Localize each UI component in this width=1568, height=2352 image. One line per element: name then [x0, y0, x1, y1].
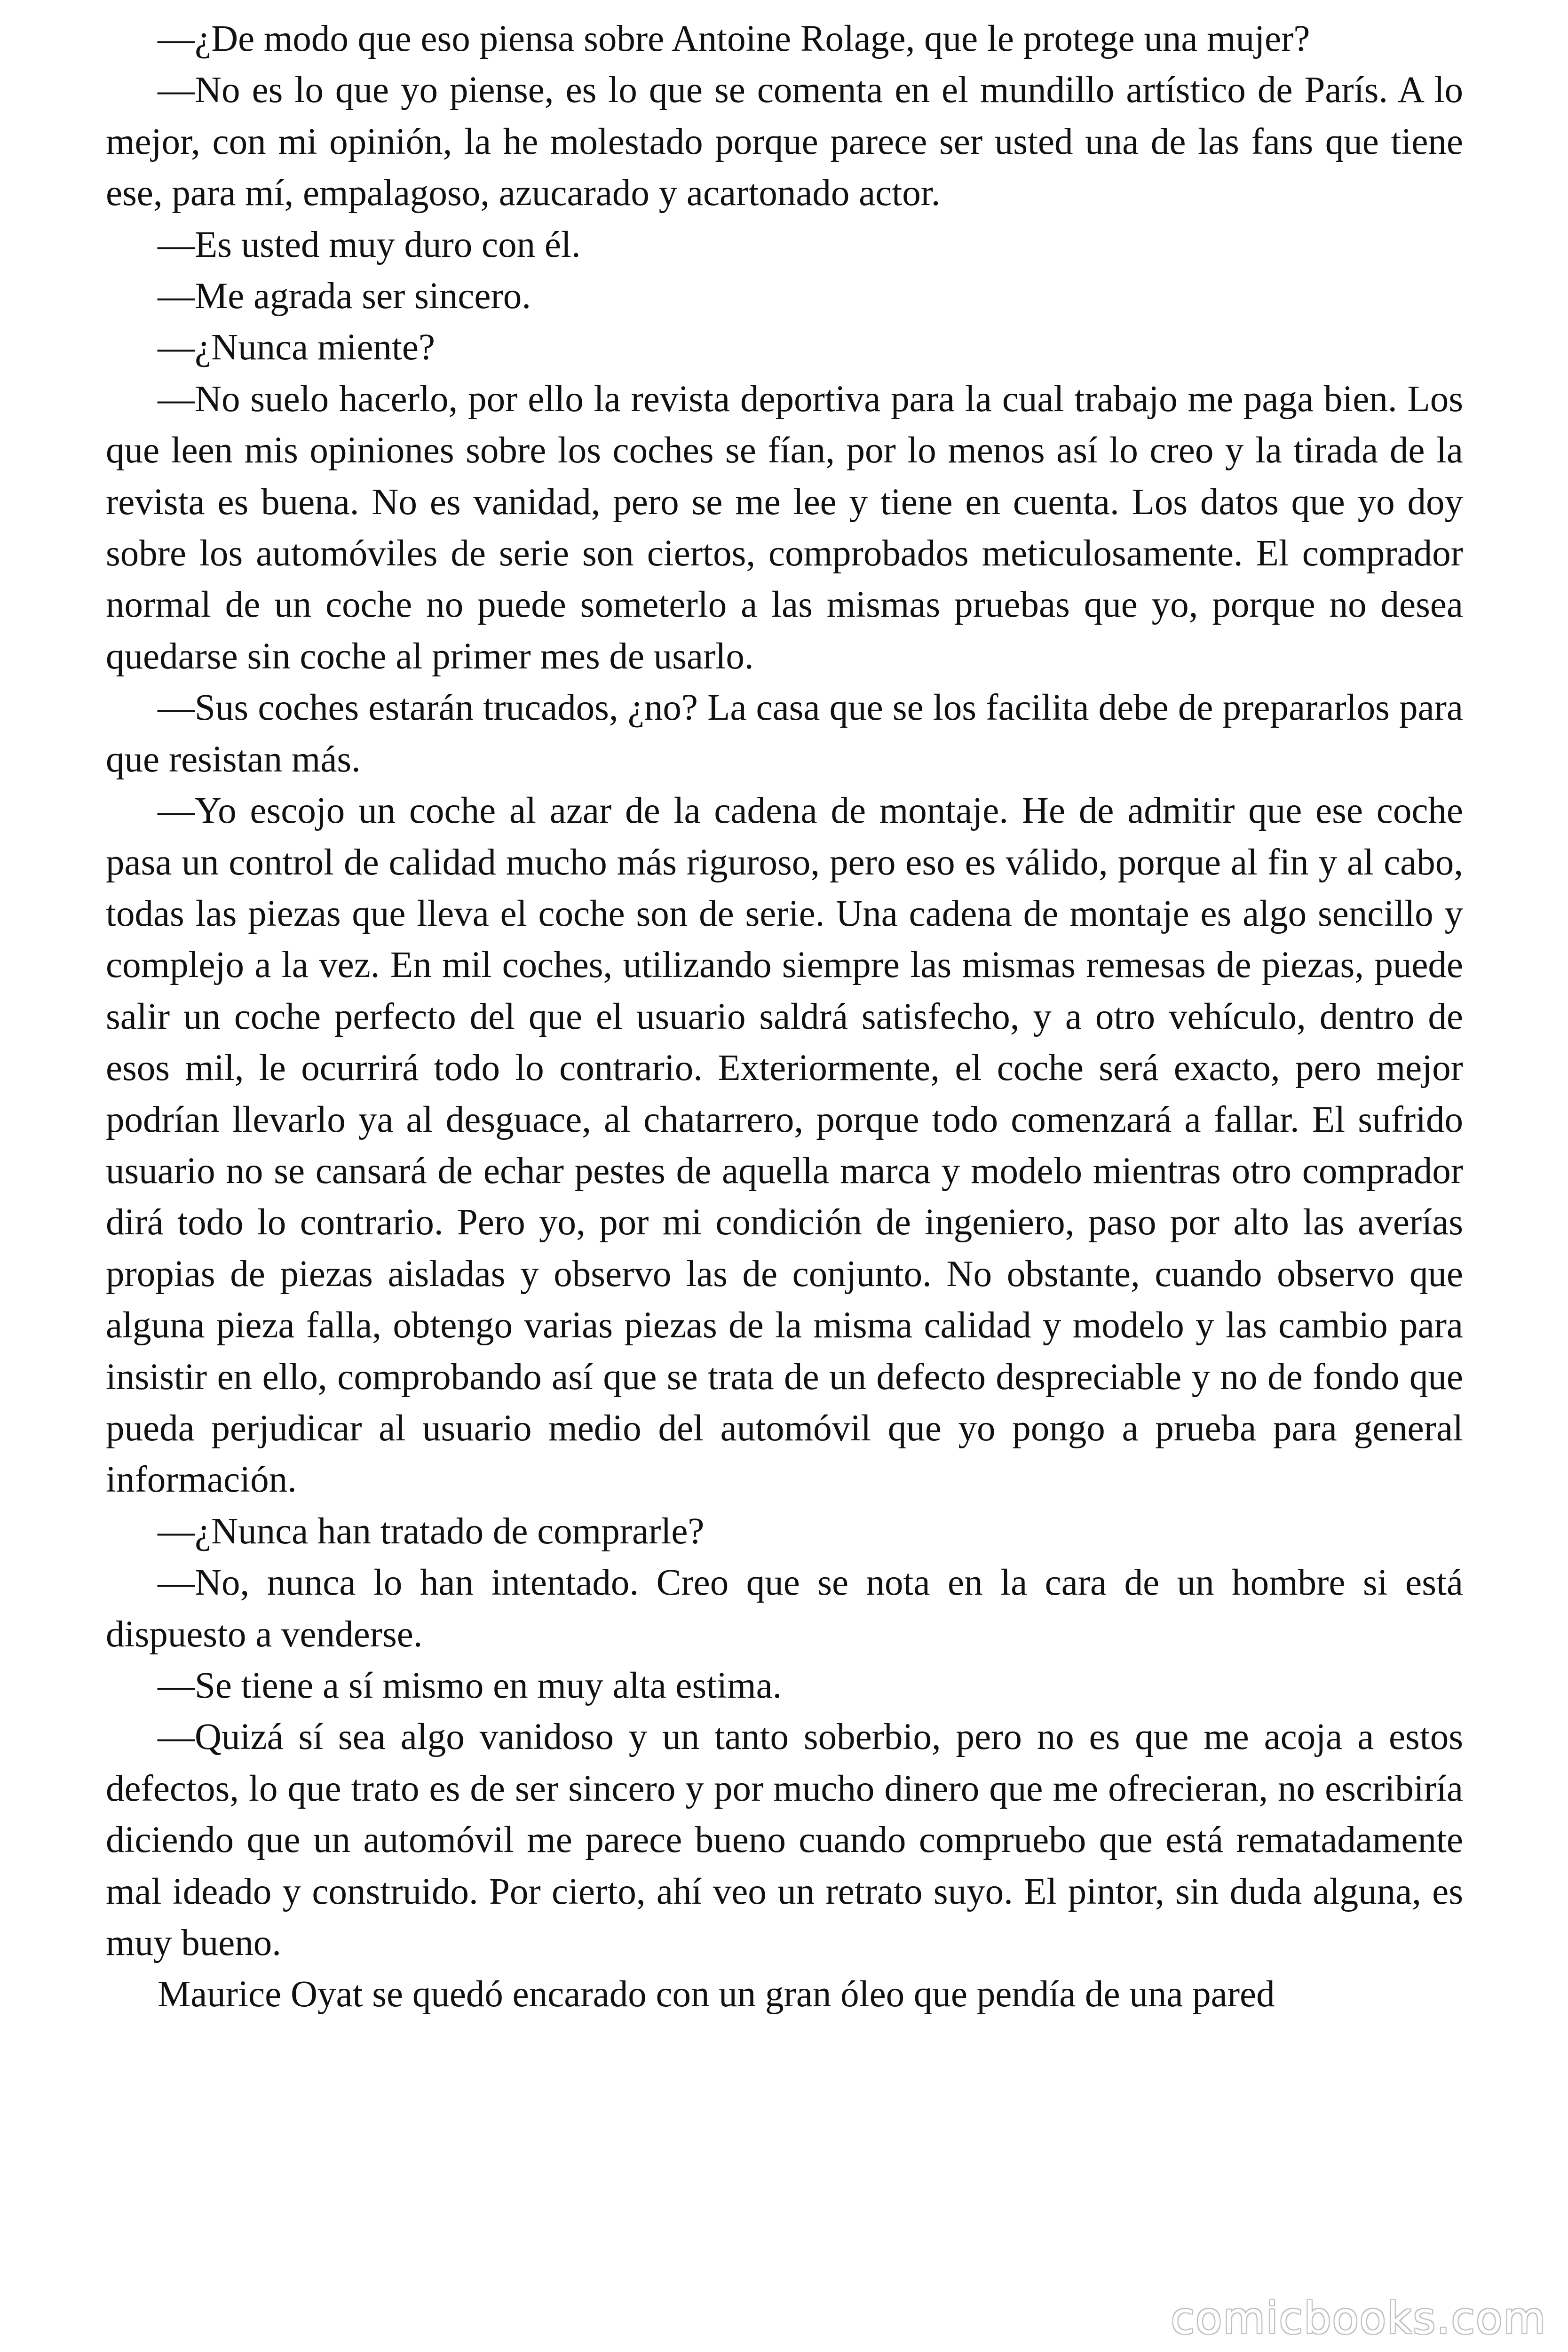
paragraph-3: —Es usted muy duro con él. [158, 224, 581, 265]
document-page [106, 13, 1463, 2318]
watermark: comicbooks.com [1171, 2293, 1546, 2344]
paragraph-9: —¿Nunca han tratado de comprarle? [158, 1510, 705, 1552]
paragraph-7: —Sus coches estarán trucados, ¿no? La casa que se los facilita debe de prepararlos para que resistan más. [106, 687, 1463, 780]
paragraph-11: —Se tiene a sí mismo en muy alta estima. [158, 1665, 782, 1706]
paragraph-6: —No suelo hacerlo, por ello la revista deportiva para la cual trabajo me paga bien. Los que leen mis opiniones sobre los coches se fían, por lo menos así lo creo y la tirada de la revista es buena. No es vanidad, pero se me lee y tiene en cuenta. Los datos que yo doy sobre los automóviles de serie son ciertos, comprobados meticulosamente. El comprador normal de un coche no puede someterlo a las mismas pruebas que yo, porque no desea quedarse sin coche al primer mes de usarlo. [106, 378, 1463, 677]
paragraph-13: Maurice Oyat se quedó encarado con un gran óleo que pendía de una pared [158, 1974, 1275, 2015]
paragraph-10: —No, nunca lo han intentado. Creo que se nota en la cara de un hombre si está dispuesto a venderse. [106, 1562, 1463, 1655]
paragraph-4: —Me agrada ser sincero. [158, 276, 531, 317]
paragraph-2: —No es lo que yo piense, es lo que se comenta en el mundillo artístico de París. A lo mejor, con mi opinión, la he molestado porque parece ser usted una de las fans que tiene ese, para mí, empalagoso, azucarado y acartonado actor. [106, 70, 1463, 214]
paragraph-1: —¿De modo que eso piensa sobre Antoine Rolage, que le protege una mujer? [158, 18, 1310, 59]
paragraph-12: —Quizá sí sea algo vanidoso y un tanto soberbio, pero no es que me acoja a estos defectos, lo que trato es de ser sincero y por mucho dinero que me ofrecieran, no escribiría diciendo que un automóvil me parece bueno cuando compruebo que está rematadamente mal ideado y construido. Por cierto, ahí veo un retrato suyo. El pintor, sin duda alguna, es muy bueno. [106, 1716, 1463, 1964]
paragraph-8: —Yo escojo un coche al azar de la cadena de montaje. He de admitir que ese coche pasa un control de calidad mucho más riguroso, pero eso es válido, porque al fin y al cabo, todas las piezas que lleva el coche son de serie. Una cadena de montaje es algo sencillo y complejo a la vez. En mil coches, utilizando siempre las mismas remesas de piezas, puede salir un coche perfecto del que el usuario saldrá satisfecho, y a otro vehículo, dentro de esos mil, le ocurrirá todo lo contrario. Exteriormente, el coche será exacto, pero mejor podrían llevarlo ya al desguace, al chatarrero, porque todo comenzará a fallar. El sufrido usuario no se cansará de echar pestes de aquella marca y modelo mientras otro comprador dirá todo lo contrario. Pero yo, por mi condición de ingeniero, paso por alto las averías propias de piezas aisladas y observo las de conjunto. No obstante, cuando observo que alguna pieza falla, obtengo varias piezas de la misma calidad y modelo y las cambio para insistir en ello, comprobando así que se trata de un defecto despreciable y no de fondo que pueda perjudicar al usuario medio del automóvil que yo pongo a prueba para general información. [106, 790, 1463, 1501]
paragraph-5: —¿Nunca miente? [158, 327, 436, 368]
